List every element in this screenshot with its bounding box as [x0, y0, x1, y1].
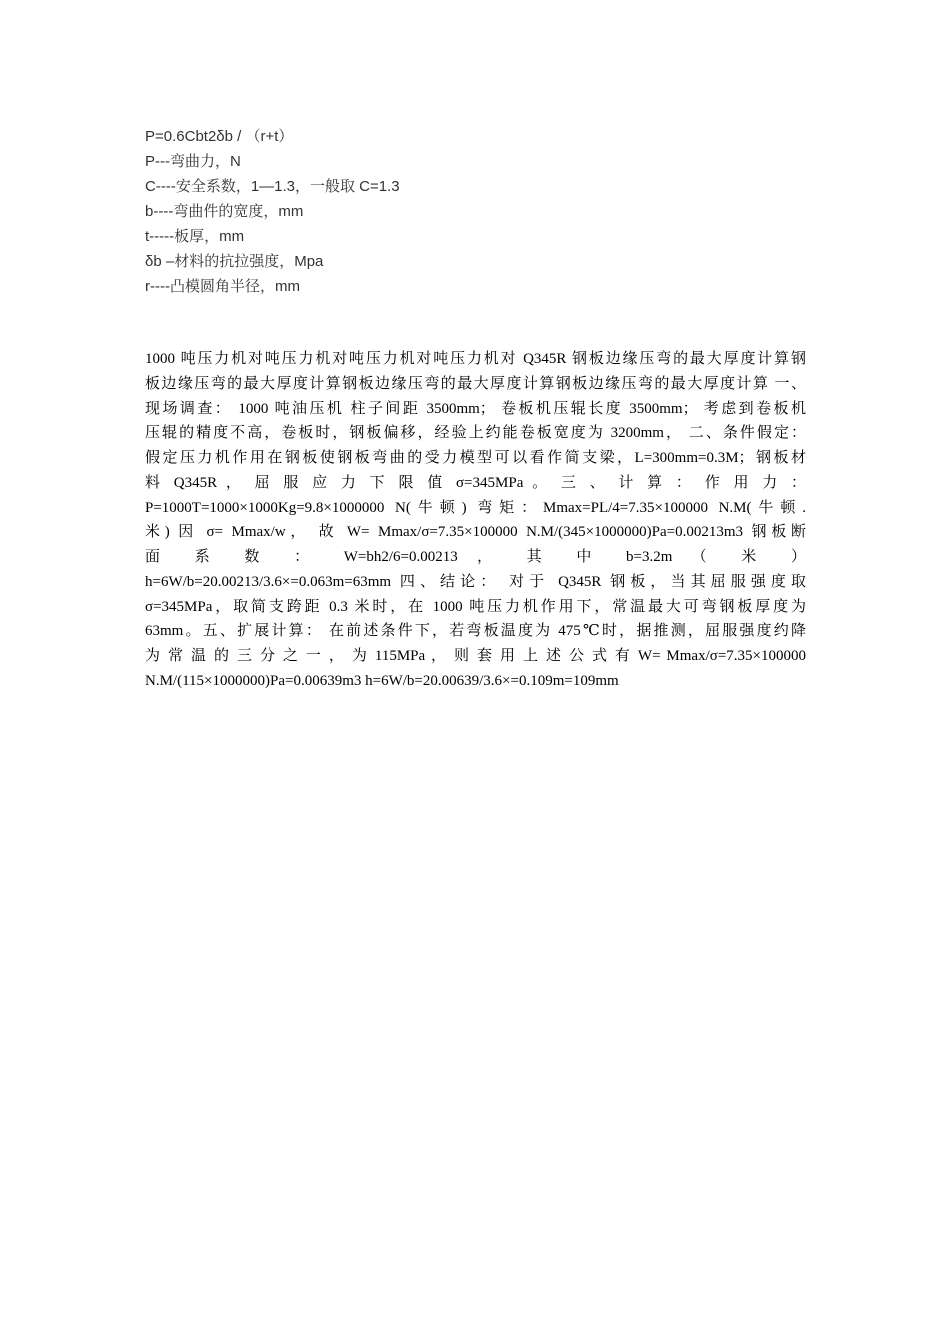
formula-line: δb –材料的抗拉强度，Mpa — [145, 253, 324, 270]
paragraph-line: P=1000T=1000×1000Kg=9.8×1000000 N(牛顿) 弯矩：Mmax=PL/4=7.35×100000 N.M(牛顿. — [145, 499, 806, 516]
paragraph-line: 面 系 数 ： W=bh2/6=0.00213 ， 其 中 b=3.2m （ 米 ） — [145, 549, 806, 565]
paragraph-line: 压辊的精度不高，卷板时，钢板偏移，经验上约能卷板宽度为 3200mm， 二、条件假定： — [145, 425, 806, 442]
paragraph-line: 63mm。五、扩展计算： 在前述条件下，若弯板温度为 475℃时，据推测，屈服强度约降 — [145, 623, 806, 640]
paragraph-line: 料 Q345R ， 屈 服 应 力 下 限 值 σ=345MPa 。 三 、 计 算 ： 作 用 力 ： — [145, 474, 806, 491]
article-paragraph — [145, 347, 806, 694]
paragraph-line: 为 常 温 的 三 分 之 一 ， 为 115MPa ， 则 套 用 上 述 公 式 有 W= Mmax/σ=7.35×100000 — [145, 648, 806, 664]
paragraph-line: 板边缘压弯的最大厚度计算钢板边缘压弯的最大厚度计算钢板边缘压弯的最大厚度计算 一、 — [145, 375, 806, 392]
formula-line: P---弯曲力，N — [145, 153, 241, 170]
formula-line: C----安全系数，1—1.3，一般取 C=1.3 — [145, 178, 400, 195]
paragraph-line: 假定压力机作用在钢板使钢板弯曲的受力模型可以看作简支梁，L=300mm=0.3M；钢板材 — [145, 450, 806, 466]
formula-line: r----凸模圆角半径，mm — [145, 278, 300, 295]
formula-line: t-----板厚，mm — [145, 228, 245, 245]
paragraph-line: 米) 因 σ= Mmax/w， 故 W= Mmax/σ=7.35×100000 N.M/(345×1000000)Pa=0.00213m3 钢板断 — [145, 524, 806, 541]
paragraph-line: σ=345MPa，取简支跨距 0.3 米时，在 1000 吨压力机作用下，常温最大可弯钢板厚度为 — [145, 598, 806, 615]
formula-line: P=0.6Cbt2δb / （r+t） — [145, 128, 294, 145]
paragraph-line: 现场调查： 1000 吨油压机 柱子间距 3500mm； 卷板机压辊长度 3500mm； 考虑到卷板机 — [145, 400, 806, 417]
paragraph-line: N.M/(115×1000000)Pa=0.00639m3 h=6W/b=20.00639/3.6×=0.109m=109mm — [145, 672, 619, 689]
formula-definitions — [145, 124, 805, 299]
formula-line: b----弯曲件的宽度，mm — [145, 203, 304, 220]
paragraph-line: h=6W/b=20.00213/3.6×=0.063m=63mm 四、结论： 对于 Q345R 钢板，当其屈服强度取 — [145, 573, 806, 590]
paragraph-line: 1000 吨压力机对吨压力机对吨压力机对吨压力机对 Q345R 钢板边缘压弯的最大厚度计算钢 — [145, 351, 806, 367]
